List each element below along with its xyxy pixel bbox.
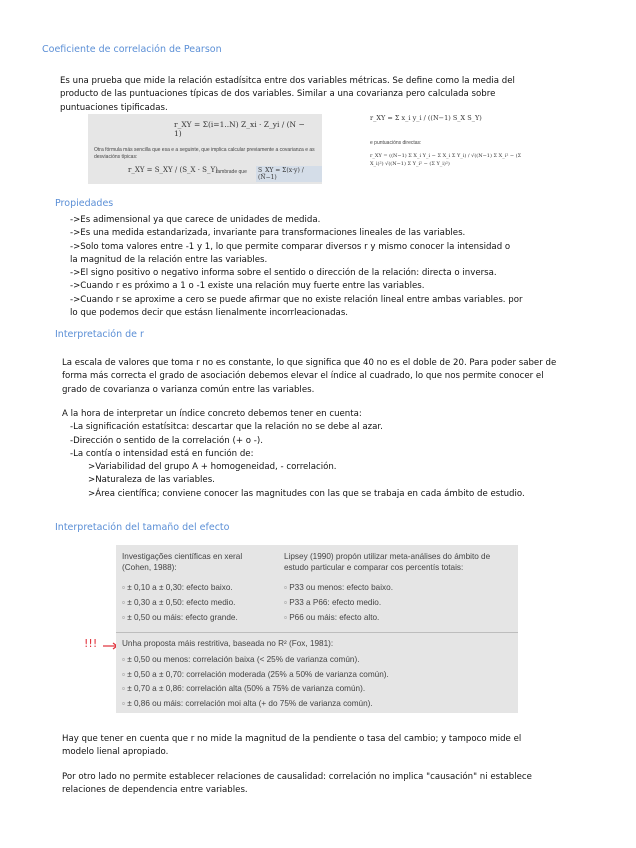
propiedad-line: la magnitud de la relación entre las variables. xyxy=(70,254,268,265)
bullet-icon: ▫ xyxy=(122,583,125,592)
fox-items xyxy=(122,653,389,711)
bullet-icon: ▫ xyxy=(284,583,287,592)
formula-secondary: r_XY = S_XY / (S_X · S_Y) xyxy=(128,166,218,174)
formula-image-right xyxy=(362,110,530,180)
interpretacion-line: La escala de valores que toma r no es constante, lo que significa que 40 no es el doble de 20. Para poder saber de xyxy=(62,358,557,368)
bullet-icon: ▫ xyxy=(284,613,287,622)
interpretacion-heading: Interpretación de r xyxy=(55,329,144,340)
formula-inline-highlight: S_XY = Σ(x·y) / (N−1) xyxy=(256,166,322,182)
propiedad-line: ->Es adimensional ya que carece de unidades de medida. xyxy=(70,215,321,225)
interpretacion-line: A la hora de interpretar un índice concreto debemos tener en cuenta: xyxy=(62,409,362,419)
page-title: Coeficiente de correlación de Pearson xyxy=(42,44,222,55)
interpretacion-line: >Naturaleza de las variables. xyxy=(88,475,215,486)
formula-right-main: r_XY = Σ x_i y_i / ((N−1) S_X S_Y) xyxy=(370,114,482,122)
lipsey-title-line: estudo particular e comparar cos percentís totais: xyxy=(284,563,464,572)
intro-line: producto de las puntuaciones típicas de dos variables. Similar a una covarianza pero calculada sobre xyxy=(60,89,496,100)
interpretacion-line: -La significación estatísitca: descartar que la relación no se debe al azar. xyxy=(70,422,383,433)
fox-item: ▫ ± 0,86 ou máis: correlación moi alta (+ do 75% de varianza común). xyxy=(122,698,373,708)
bullet-icon: ▫ xyxy=(122,698,125,708)
interpretacion-line: >Área científica; conviene conocer las magnitudes con las que se trabaja en cada ámbito de estudio. xyxy=(88,488,525,499)
lipsey-item: ▫ P33 a P66: efecto medio. xyxy=(284,598,382,607)
effect-size-table xyxy=(116,545,518,713)
bullet-icon: ▫ xyxy=(122,684,125,693)
intro-line: Es una prueba que mide la relación estadísitca entre dos variables métricas. Se define como la media del xyxy=(60,76,515,86)
cohen-item: ▫ ± 0,30 a ± 0,50: efecto medio. xyxy=(122,598,236,607)
formula-note: Otra fórmula más sencilla que esa e a seguinte, que implica calcular previamente a covarianza e as desviacións típicas: xyxy=(94,147,315,160)
closing-para2 xyxy=(62,771,532,798)
bullet-icon: ▫ xyxy=(122,669,125,679)
fox-item: ▫ ± 0,70 a ± 0,86: correlación alta (50% a 75% de varianza común). xyxy=(122,684,366,693)
bullet-icon: ▫ xyxy=(122,655,125,664)
interpretacion-para1 xyxy=(62,357,556,397)
closing-line: modelo lienal apropiado. xyxy=(62,747,169,758)
fox-item: ▫ ± 0,50 ou menos: correlación baixa (< 25% de varianza común). xyxy=(122,655,360,664)
annotation-mark: !!! xyxy=(84,637,98,650)
bullet-icon: ▫ xyxy=(122,613,125,622)
table-divider xyxy=(116,632,518,633)
efecto-heading: Interpretación del tamaño del efecto xyxy=(55,522,230,533)
interpretacion-line: forma más correcta el grado de asociación debemos elevar el índice al cuadrado, lo que nos permite conocer el xyxy=(62,371,544,382)
bullet-icon: ▫ xyxy=(122,598,125,607)
formula-right-note: e puntuacións directas: xyxy=(370,140,422,146)
interpretacion-line: -Dirección o sentido de la correlación (+ o -). xyxy=(70,435,263,446)
cohen-title-line: (Cohen, 1988): xyxy=(122,563,177,572)
cohen-title xyxy=(122,551,242,573)
fox-title: Unha proposta máis restritiva, baseada no R² (Fox, 1981): xyxy=(122,639,334,648)
interpretacion-line: >Variabilidad del grupo A + homogeneidad, - correlación. xyxy=(88,462,337,473)
closing-line: relaciones de dependencia entre variables. xyxy=(62,785,248,796)
interpretacion-line: grado de covarianza o varianza común entre las variables. xyxy=(62,384,315,395)
propiedad-line: ->Es una medida estandarizada, invariante para transformaciones lineales de las variables. xyxy=(70,228,466,239)
lipsey-title-line: Lipsey (1990) propón utilizar meta-análises do ámbito de xyxy=(284,552,491,561)
formula-tambien: tambrade que xyxy=(216,169,247,175)
propiedad-line: ->Solo toma valores entre -1 y 1, lo que permite comparar diversos r y mismo conocer la intensidad o xyxy=(70,241,511,252)
propiedad-line: lo que podemos decir que estásn lienalmente incorrleacionadas. xyxy=(70,308,349,319)
cohen-item: ▫ ± 0,50 ou máis: efecto grande. xyxy=(122,613,238,622)
cohen-title-line: Investigações científicas en xeral xyxy=(122,552,243,561)
formula-right-secondary: r_XY = ((N−1) Σ X_i Y_i − Σ X_i Σ Y_i) / √((N−1) Σ X_i² − (Σ X_i)²) √((N−1) Σ Y_i² − (Σ Y_i)²) xyxy=(370,153,522,167)
formula-image-left xyxy=(88,114,322,184)
lipsey-items xyxy=(284,580,393,625)
intro-line: puntuaciones tipificadas. xyxy=(60,102,168,113)
lipsey-title xyxy=(284,551,490,573)
intro-paragraph xyxy=(60,75,515,115)
lipsey-item: ▫ P33 ou menos: efecto baixo. xyxy=(284,583,393,592)
cohen-items xyxy=(122,580,238,625)
fox-item: ▫ ± 0,50 a ± 0,70: correlación moderada (25% a 50% de varianza común). xyxy=(122,669,389,679)
formula-main: r_XY = Σ(i=1..N) Z_xi · Z_yi / (N − 1) xyxy=(174,120,305,138)
lipsey-item: ▫ P66 ou máis: efecto alto. xyxy=(284,613,380,622)
propiedad-line: ->Cuando r es próximo a 1 o -1 existe una relación muy fuerte entre las variables. xyxy=(70,281,425,292)
closing-line: Hay que tener en cuenta que r no mide la magnitud de la pendiente o tasa del cambio; y tampoco mide el xyxy=(62,734,522,744)
propiedad-line: ->El signo positivo o negativo informa sobre el sentido o dirección de la relación: directa o inversa. xyxy=(70,268,497,279)
propiedades-list xyxy=(70,214,523,320)
cohen-item: ▫ ± 0,10 a ± 0,30: efecto baixo. xyxy=(122,583,233,592)
interpretacion-line: -La contía o intensidad está en función de: xyxy=(70,448,254,459)
propiedad-line: ->Cuando r se aproxime a cero se puede afirmar que no existe relación lineal entre ambas variables. por xyxy=(70,294,523,305)
propiedades-heading: Propiedades xyxy=(55,198,114,209)
interpretacion-para2 xyxy=(62,408,525,501)
closing-para1 xyxy=(62,733,521,760)
bullet-icon: ▫ xyxy=(284,598,287,607)
closing-line: Por otro lado no permite establecer relaciones de causalidad: correlación no implica "causación" ni establece xyxy=(62,772,532,782)
